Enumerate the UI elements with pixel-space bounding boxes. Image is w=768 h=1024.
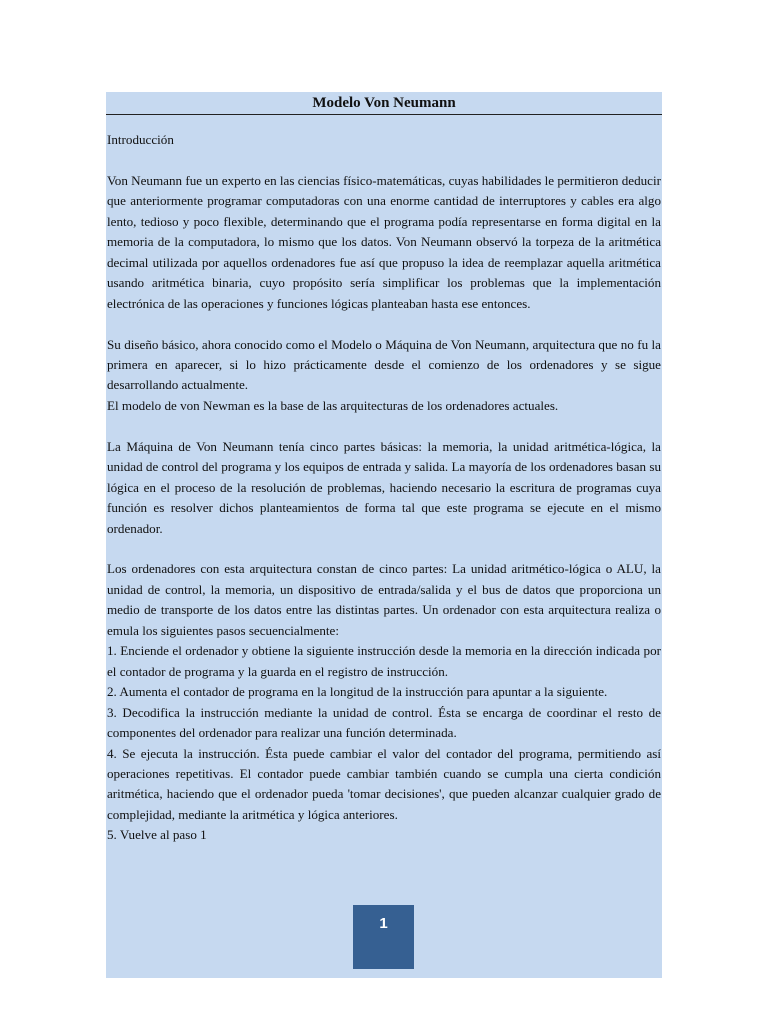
numbered-step: 3. Decodifica la instrucción mediante la unidad de control. Ésta se encarga de coordinar el resto de componentes del ordenador para realizar una función determinada.: [107, 704, 661, 741]
paragraph: El modelo de von Newman es la base de las arquitecturas de los ordenadores actuales.: [107, 397, 559, 413]
paragraph: Su diseño básico, ahora conocido como el Modelo o Máquina de Von Neumann, arquitectura que no fu la primera en aparecer, si lo hizo prácticamente desde el comienzo de los ordenadores y se sigue desarrollando actualmente.: [107, 336, 661, 393]
numbered-step: 5. Vuelve al paso 1: [107, 827, 207, 843]
paragraph: Von Neumann fue un experto en las ciencias físico-matemáticas, cuyas habilidades le permitieron deducir que anteriormente programar computadoras con una enorme cantidad de interruptores y cables era algo lento, tedioso y poco flexible, determinando que el programa podía representarse en forma digital en la memoria de la computadora, lo mismo que los datos. Von Neumann observó la torpeza de la aritmética decimal utilizada por aquellos ordenadores fue así que propuso la idea de reemplazar aquella aritmética usando aritmética binaria, cuyo propósito sería simplificar los problemas que la implementación electrónica de las operaciones y funciones lógicas planteaban hasta ese entonces.: [107, 172, 661, 311]
document-body: [107, 130, 661, 846]
numbered-step: 1. Enciende el ordenador y obtiene la siguiente instrucción desde la memoria en la dirección indicada por el contador de programa y la guarda en el registro de instrucción.: [107, 643, 661, 679]
paragraph-spacer: [107, 314, 661, 334]
page-title: Modelo Von Neumann: [106, 92, 662, 115]
paragraph-spacer: [107, 150, 661, 170]
paragraph: La Máquina de Von Neumann tenía cinco partes básicas: la memoria, la unidad aritmética-lógica, la unidad de control del programa y los equipos de entrada y salida. La mayoría de los ordenadores basan su lógica en el proceso de la resolución de problemas, haciendo necesario la escritura de programas cuya función es resolver dichos planteamientos de forma tal que este programa se ejecute en el mismo ordenador.: [107, 438, 661, 536]
paragraph-spacer: [107, 539, 661, 559]
page-number-badge: 1: [353, 905, 414, 969]
paragraph-spacer: [107, 416, 661, 436]
document-page: [106, 92, 662, 978]
numbered-step: 4. Se ejecuta la instrucción. Ésta puede cambiar el valor del contador del programa, permitiendo así operaciones repetitivas. El contador puede cambiar también cuando se cumpla una cierta condición aritmética, haciendo que el ordenador pueda 'tomar decisiones', que pueden alcanzar cualquier grado de complejidad, mediante la aritmética y lógica anteriores.: [107, 745, 661, 822]
paragraph: Los ordenadores con esta arquitectura constan de cinco partes: La unidad aritmético-lógica o ALU, la unidad de control, la memoria, un dispositivo de entrada/salida y el bus de datos que proporciona un medio de transporte de los datos entre las distintas partes. Un ordenador con esta arquitectura realiza o emula los siguientes pasos secuencialmente:: [107, 561, 661, 638]
numbered-step: 2. Aumenta el contador de programa en la longitud de la instrucción para apuntar a la siguiente.: [107, 684, 608, 700]
section-heading: Introducción: [107, 132, 174, 147]
